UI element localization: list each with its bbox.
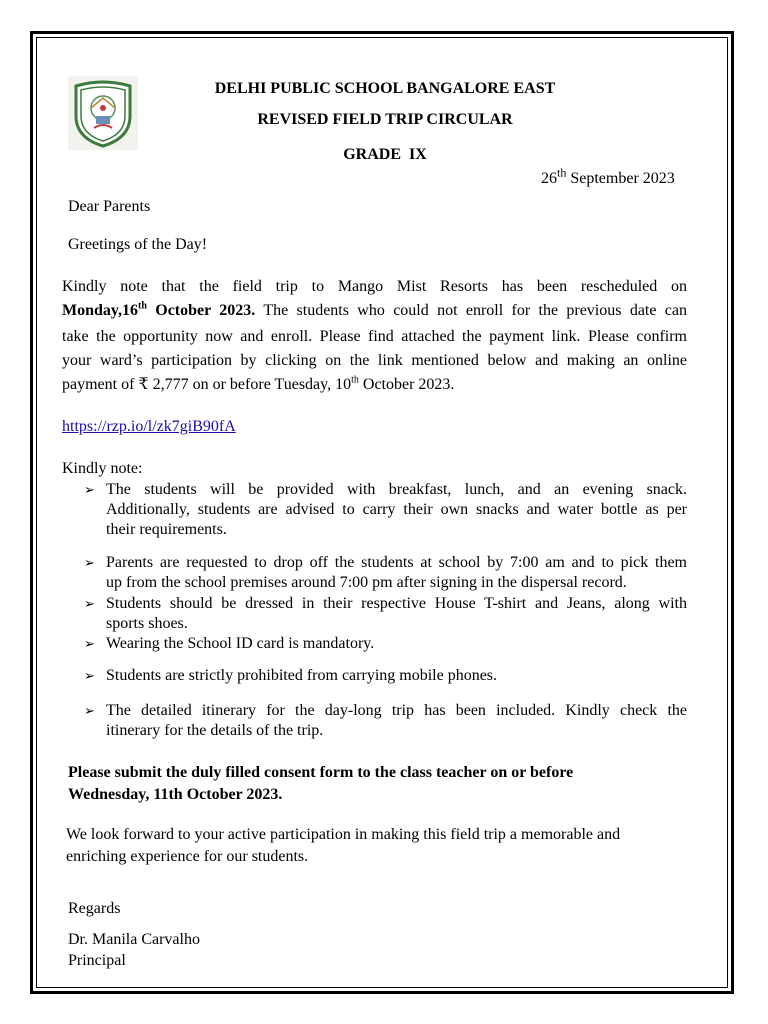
bullet-arrow-icon: ➢ [84, 668, 95, 683]
school-crest-logo [68, 76, 138, 150]
list-item: The students will be provided with breakfast, lunch, and an evening snack. Additionally, students are advised to carry their own snacks and water bottle as per their requirements. [106, 481, 687, 538]
closing-line-2: enriching experience for our students. [66, 848, 309, 865]
regards: Regards [68, 900, 121, 917]
payment-link[interactable]: https://rzp.io/l/zk7giB90fA [62, 418, 236, 435]
bullet-arrow-icon: ➢ [84, 703, 95, 718]
closing-line-1: We look forward to your active participation in making this field trip a memorable and [66, 826, 621, 843]
body-line-1: Kindly note that the field trip to Mango Mist Resorts has been rescheduled on [62, 278, 687, 295]
circular-title: REVISED FIELD TRIP CIRCULAR [257, 111, 513, 128]
salutation: Dear Parents [68, 198, 151, 215]
body-line-2: Monday,16th October 2023. The students who could not enroll for the previous date can [62, 300, 687, 319]
list-item: Students are strictly prohibited from carrying mobile phones. [106, 667, 498, 684]
bullet-arrow-icon: ➢ [84, 636, 95, 651]
consent-line-2: Wednesday, 11th October 2023. [68, 786, 283, 803]
circular-date: 26th September 2023 [541, 165, 675, 187]
greeting: Greetings of the Day! [68, 236, 208, 253]
list-item: Students should be dressed in their respective House T-shirt and Jeans, along with sports shoes. [106, 595, 687, 632]
body-line-5: payment of ₹ 2,777 on or before Tuesday, 10th October 2023. [62, 374, 455, 393]
bullet-arrow-icon: ➢ [84, 555, 95, 570]
list-item: Wearing the School ID card is mandatory. [106, 635, 375, 652]
note-heading: Kindly note: [62, 460, 143, 477]
bullet-arrow-icon: ➢ [84, 482, 95, 497]
signatory-role: Principal [68, 952, 126, 969]
school-name: DELHI PUBLIC SCHOOL BANGALORE EAST [214, 80, 556, 97]
body-line-3: take the opportunity now and enroll. Please find attached the payment link. Please confirm [62, 328, 687, 345]
list-item: The detailed itinerary for the day-long trip has been included. Kindly check the itinerary for the details of the trip. [106, 702, 687, 739]
bullet-arrow-icon: ➢ [84, 596, 95, 611]
signatory-name: Dr. Manila Carvalho [68, 931, 200, 948]
grade-heading: GRADE IX [343, 146, 427, 163]
body-line-4: your ward’s participation by clicking on the link mentioned below and making an online [62, 352, 687, 369]
list-item: Parents are requested to drop off the students at school by 7:00 am and to pick them up from the school premises around 7:00 pm after signing in the dispersal record. [106, 554, 687, 591]
consent-line-1: Please submit the duly filled consent form to the class teacher on or before [68, 764, 574, 781]
